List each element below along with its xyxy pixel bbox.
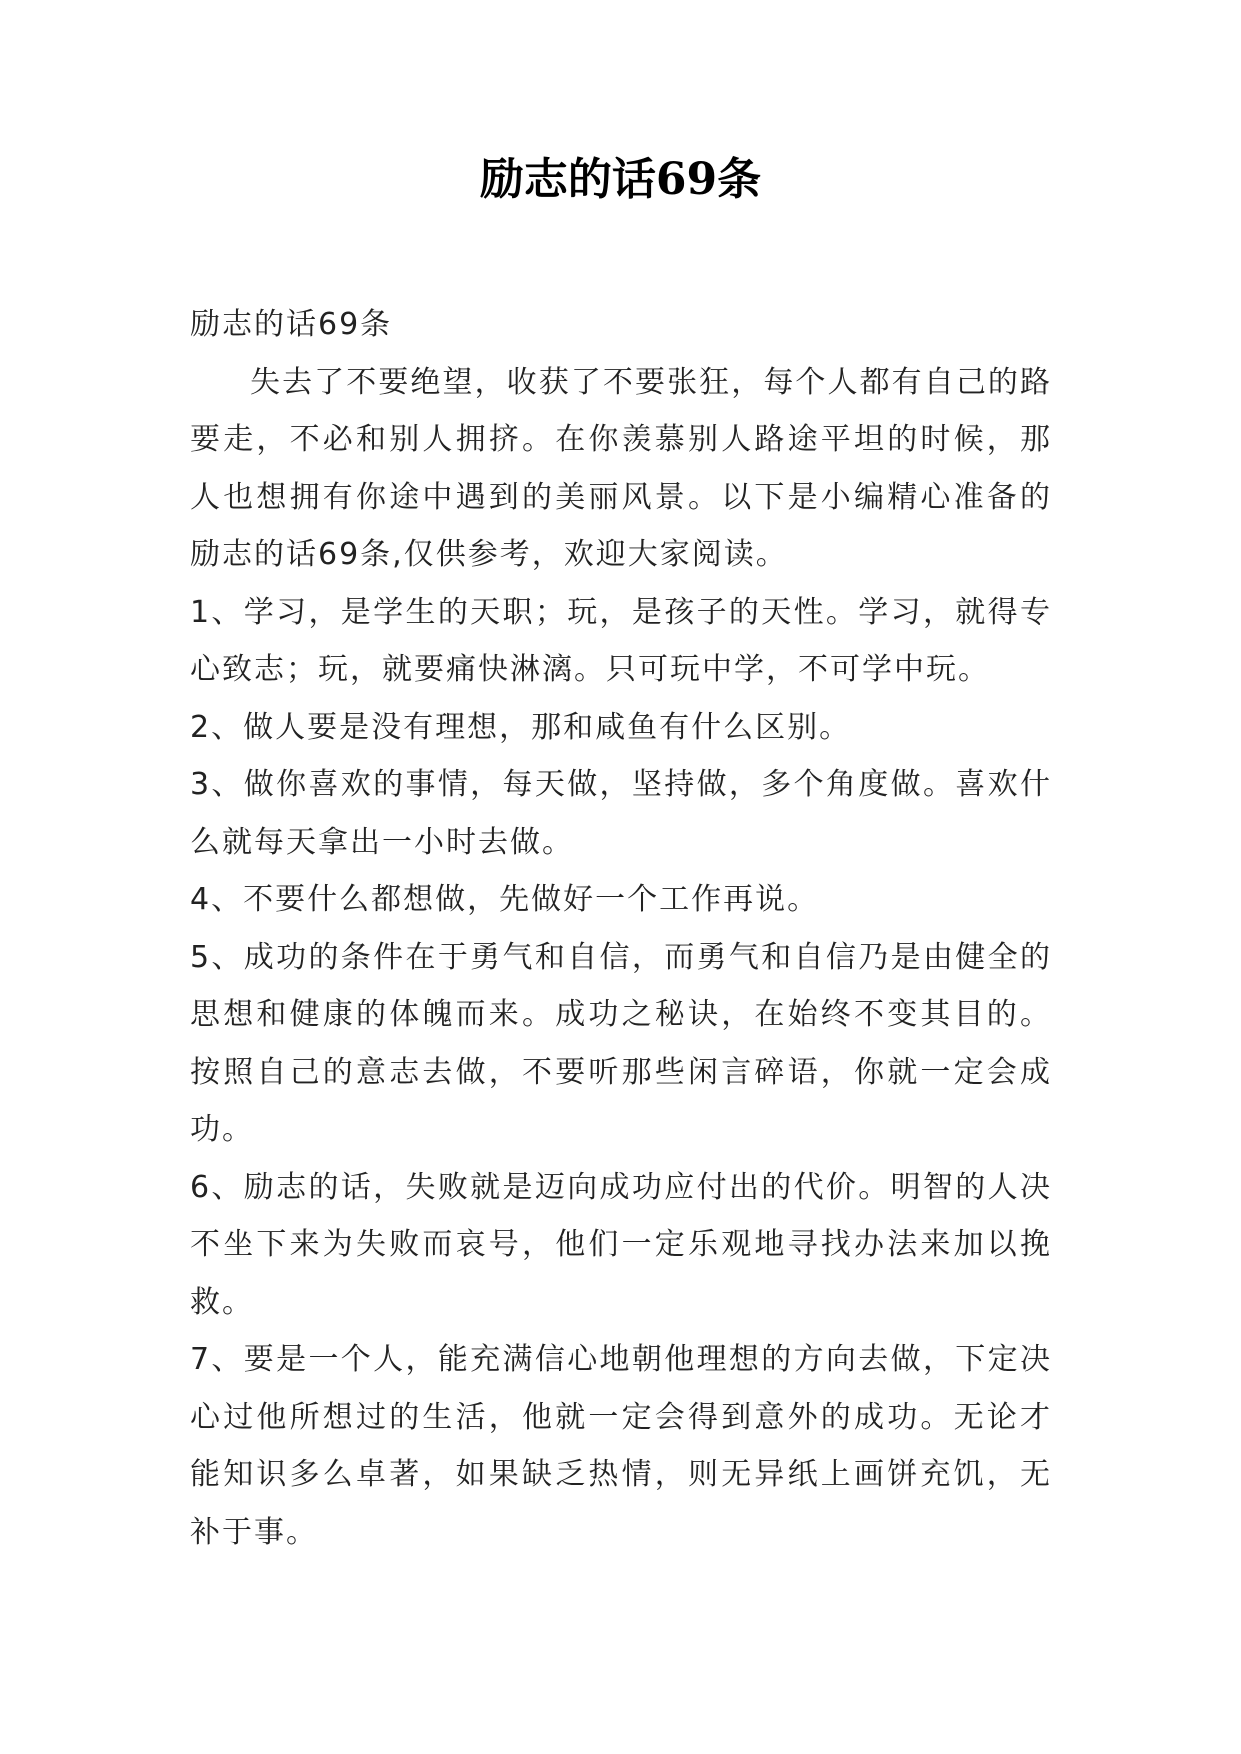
intro-paragraph: 失去了不要绝望，收获了不要张狂，每个人都有自己的路要走，不必和别人拥挤。在你羡慕别人路途平坦的时候，那人也想拥有你途中遇到的美丽风景。以下是小编精心准备的励志的话69条,仅供参考，欢迎大家阅读。 <box>190 364 1052 572</box>
list-item-2: 2、做人要是没有理想，那和咸鱼有什么区别。 <box>190 709 852 745</box>
document-title: 励志的话69条 <box>479 154 762 205</box>
list-item-7: 7、要是一个人，能充满信心地朝他理想的方向去做，下定决心过他所想过的生活，他就一定会得到意外的成功。无论才能知识多么卓著，如果缺乏热情，则无异纸上画饼充饥，无补于事。 <box>190 1342 1052 1550</box>
list-item-1: 1、学习，是学生的天职；玩，是孩子的天性。学习，就得专心致志；玩，就要痛快淋漓。只可玩中学，不可学中玩。 <box>190 594 1052 687</box>
document-body <box>190 296 1052 1561</box>
list-item-4: 4、不要什么都想做，先做好一个工作再说。 <box>190 882 820 917</box>
list-item-5: 5、成功的条件在于勇气和自信，而勇气和自信乃是由健全的思想和健康的体魄而来。成功之秘诀，在始终不变其目的。按照自己的意志去做，不要听那些闲言碎语，你就一定会成功。 <box>190 939 1052 1147</box>
list-item-6: 6、励志的话，失败就是迈向成功应付出的代价。明智的人决不坐下来为失败而哀号，他们一定乐观地寻找办法来加以挽救。 <box>190 1169 1052 1320</box>
document-subtitle: 励志的话69条 <box>190 307 393 342</box>
list-item-3: 3、做你喜欢的事情，每天做，坚持做，多个角度做。喜欢什么就每天拿出一小时去做。 <box>190 767 1052 860</box>
